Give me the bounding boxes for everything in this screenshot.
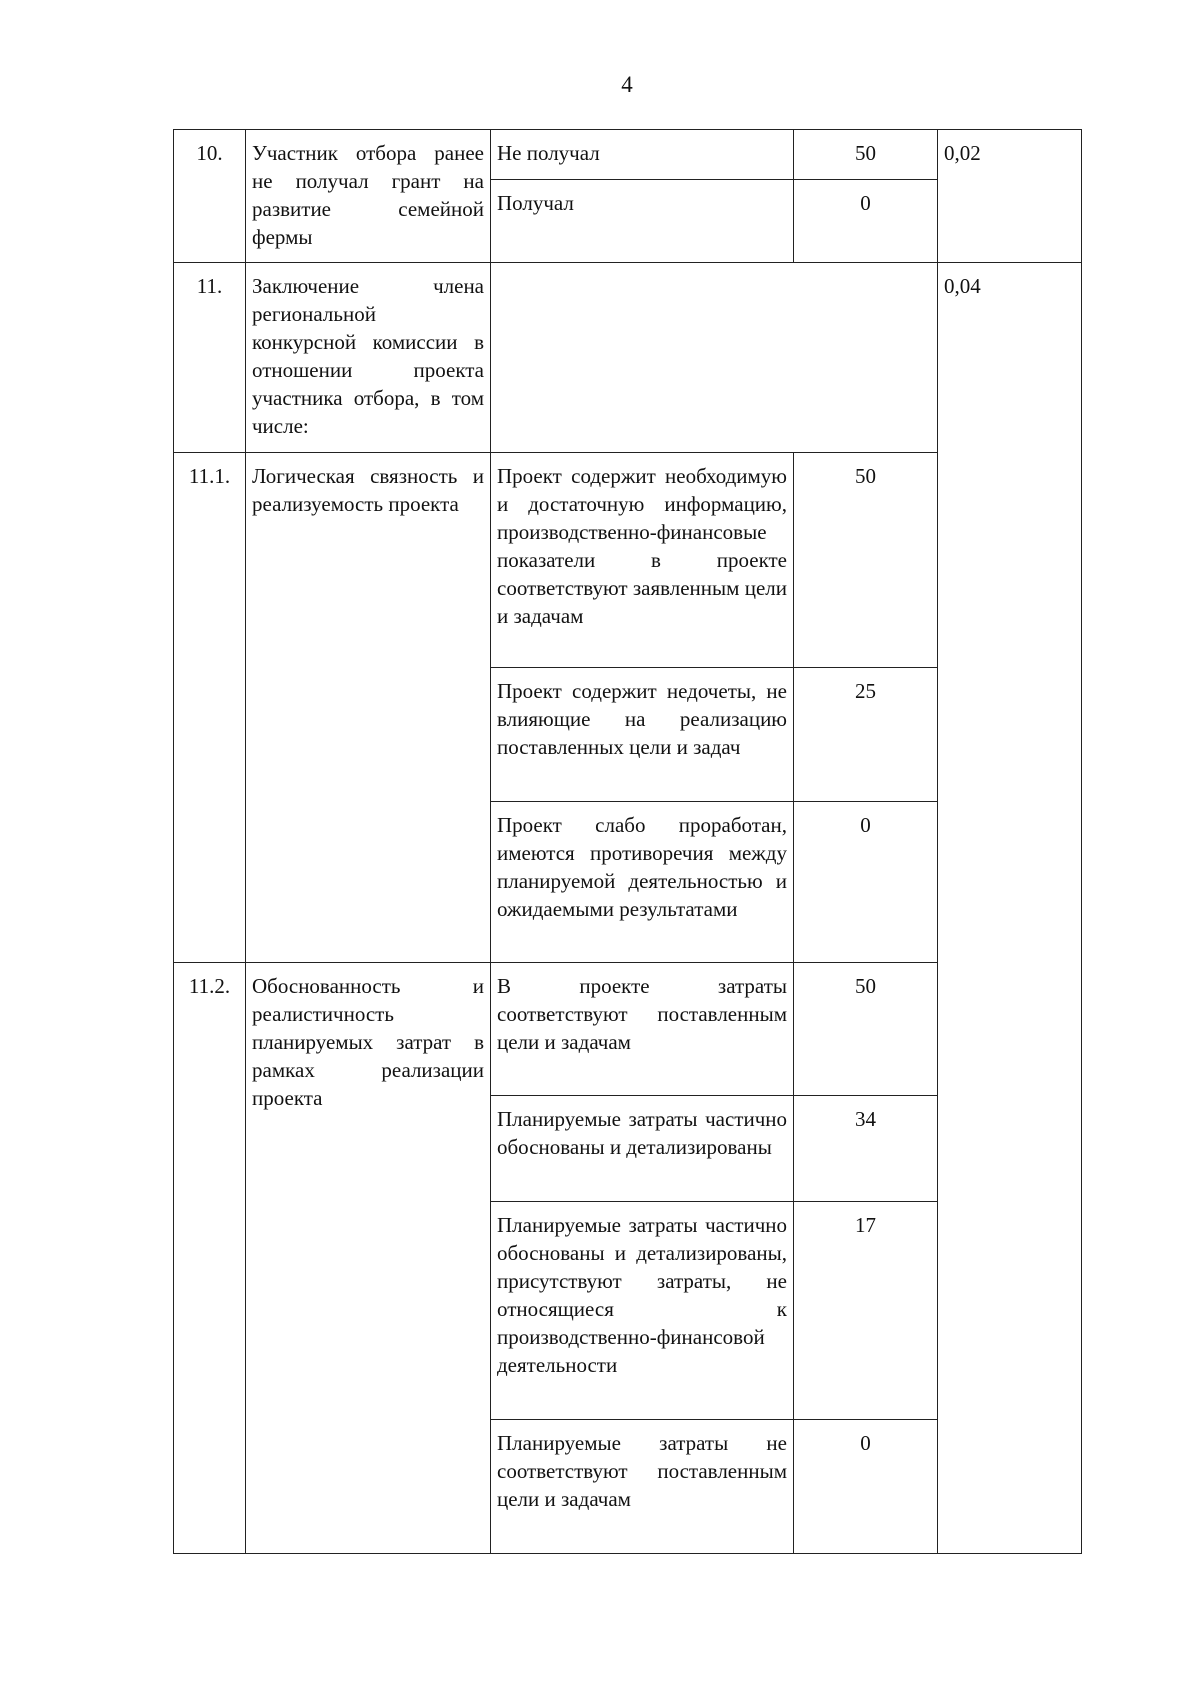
score: 50 (794, 453, 938, 668)
criterion-value: Проект содержит недочеты, не влияющие на реализацию поставленных цели и задач (491, 668, 794, 802)
criteria-table (173, 129, 1082, 1554)
score: 25 (794, 668, 938, 802)
criterion-value: В проекте затраты соответствуют поставленным цели и задачам (491, 963, 794, 1096)
criterion-name: Участник отбора ранее не получал грант на развитие семейной фермы (246, 130, 491, 263)
criterion-value: Планируемые затраты не соответствуют поставленным цели и задачам (491, 1420, 794, 1554)
score: 0 (794, 802, 938, 963)
score: 50 (794, 963, 938, 1096)
criterion-name: Обоснованность и реалистичность планируемых затрат в рамках реализации проекта (246, 963, 491, 1554)
row-number: 11. (174, 263, 246, 453)
score: 0 (794, 1420, 938, 1554)
criterion-name: Логическая связность и реализуемость проекта (246, 453, 491, 963)
criterion-value: Получал (491, 180, 794, 263)
criterion-value: Не получал (491, 130, 794, 180)
score: 17 (794, 1202, 938, 1420)
row-number: 10. (174, 130, 246, 263)
table-row (174, 263, 1082, 453)
score: 34 (794, 1096, 938, 1202)
score: 50 (794, 130, 938, 180)
page-number: 4 (621, 72, 633, 97)
empty-cell (491, 263, 938, 453)
criterion-value: Планируемые затраты частично обоснованы и детализированы (491, 1096, 794, 1202)
criterion-value: Проект слабо проработан, имеются противоречия между планируемой деятельностью и ожидаемыми результатами (491, 802, 794, 963)
row-number: 11.2. (174, 963, 246, 1554)
table-row (174, 130, 1082, 180)
criterion-name: Заключение члена региональной конкурсной комиссии в отношении проекта участника отбора, в том числе: (246, 263, 491, 453)
criterion-value: Планируемые затраты частично обоснованы и детализированы, присутствуют затраты, не относящиеся к производственно-финансовой деятельности (491, 1202, 794, 1420)
criterion-value: Проект содержит необходимую и достаточную информацию, производственно-финансовые показатели в проекте соответствуют заявленным цели и задачам (491, 453, 794, 668)
score: 0 (794, 180, 938, 263)
row-number: 11.1. (174, 453, 246, 963)
weight-coefficient: 0,04 (938, 263, 1082, 1554)
weight-coefficient: 0,02 (938, 130, 1082, 263)
